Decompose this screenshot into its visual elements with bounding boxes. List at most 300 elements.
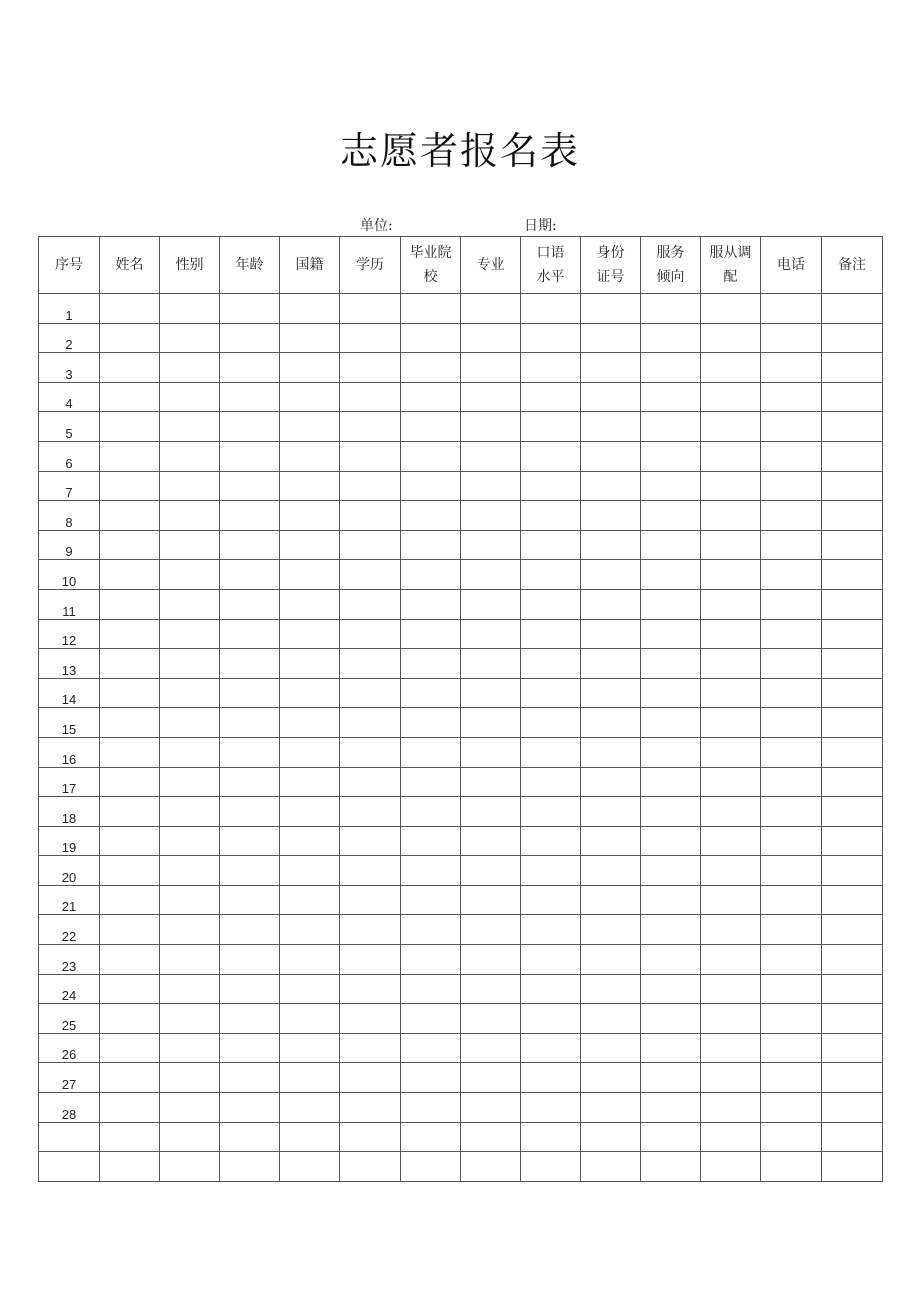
entry-cell[interactable] — [581, 856, 641, 886]
entry-cell[interactable] — [581, 797, 641, 827]
entry-cell[interactable] — [220, 1063, 280, 1093]
entry-cell[interactable] — [280, 885, 340, 915]
entry-cell[interactable] — [401, 826, 461, 856]
entry-cell[interactable] — [280, 974, 340, 1004]
entry-cell[interactable] — [761, 353, 822, 383]
entry-cell[interactable] — [822, 471, 883, 501]
entry-cell[interactable] — [401, 1093, 461, 1123]
entry-cell[interactable] — [280, 501, 340, 531]
entry-cell[interactable] — [220, 294, 280, 324]
entry-cell[interactable] — [822, 589, 883, 619]
entry-cell[interactable] — [100, 353, 160, 383]
entry-cell[interactable] — [641, 412, 701, 442]
entry-cell[interactable] — [340, 649, 401, 679]
entry-cell[interactable] — [220, 560, 280, 590]
entry-cell[interactable] — [220, 382, 280, 412]
entry-cell[interactable] — [100, 294, 160, 324]
entry-cell[interactable] — [280, 737, 340, 767]
entry-cell[interactable] — [701, 945, 761, 975]
entry-cell[interactable] — [160, 412, 220, 442]
entry-cell[interactable] — [521, 737, 581, 767]
entry-cell[interactable] — [461, 1033, 521, 1063]
entry-cell[interactable] — [401, 915, 461, 945]
entry-cell[interactable] — [641, 915, 701, 945]
entry-cell[interactable] — [822, 885, 883, 915]
entry-cell[interactable] — [160, 1063, 220, 1093]
entry-cell[interactable] — [521, 530, 581, 560]
entry-cell[interactable] — [701, 1152, 761, 1182]
entry-cell[interactable] — [100, 945, 160, 975]
entry-cell[interactable] — [761, 1152, 822, 1182]
entry-cell[interactable] — [521, 323, 581, 353]
entry-cell[interactable] — [401, 560, 461, 590]
entry-cell[interactable] — [701, 1063, 761, 1093]
entry-cell[interactable] — [701, 560, 761, 590]
entry-cell[interactable] — [701, 737, 761, 767]
entry-cell[interactable] — [581, 1152, 641, 1182]
entry-cell[interactable] — [220, 1152, 280, 1182]
entry-cell[interactable] — [822, 412, 883, 442]
entry-cell[interactable] — [701, 1122, 761, 1152]
entry-cell[interactable] — [521, 797, 581, 827]
entry-cell[interactable] — [761, 974, 822, 1004]
entry-cell[interactable] — [160, 589, 220, 619]
entry-cell[interactable] — [160, 619, 220, 649]
entry-cell[interactable] — [160, 560, 220, 590]
entry-cell[interactable] — [100, 737, 160, 767]
entry-cell[interactable] — [822, 1152, 883, 1182]
entry-cell[interactable] — [340, 708, 401, 738]
entry-cell[interactable] — [822, 856, 883, 886]
entry-cell[interactable] — [761, 1122, 822, 1152]
entry-cell[interactable] — [340, 678, 401, 708]
entry-cell[interactable] — [280, 619, 340, 649]
entry-cell[interactable] — [521, 856, 581, 886]
entry-cell[interactable] — [340, 530, 401, 560]
entry-cell[interactable] — [701, 856, 761, 886]
entry-cell[interactable] — [581, 619, 641, 649]
entry-cell[interactable] — [822, 294, 883, 324]
entry-cell[interactable] — [822, 826, 883, 856]
entry-cell[interactable] — [220, 471, 280, 501]
entry-cell[interactable] — [100, 974, 160, 1004]
entry-cell[interactable] — [521, 915, 581, 945]
entry-cell[interactable] — [521, 678, 581, 708]
entry-cell[interactable] — [761, 856, 822, 886]
entry-cell[interactable] — [822, 619, 883, 649]
entry-cell[interactable] — [822, 560, 883, 590]
entry-cell[interactable] — [461, 560, 521, 590]
entry-cell[interactable] — [761, 412, 822, 442]
entry-cell[interactable] — [340, 915, 401, 945]
entry-cell[interactable] — [521, 708, 581, 738]
entry-cell[interactable] — [822, 797, 883, 827]
entry-cell[interactable] — [100, 530, 160, 560]
entry-cell[interactable] — [100, 767, 160, 797]
entry-cell[interactable] — [401, 767, 461, 797]
entry-cell[interactable] — [641, 737, 701, 767]
entry-cell[interactable] — [280, 708, 340, 738]
entry-cell[interactable] — [641, 471, 701, 501]
entry-cell[interactable] — [521, 649, 581, 679]
entry-cell[interactable] — [280, 1004, 340, 1034]
entry-cell[interactable] — [220, 767, 280, 797]
entry-cell[interactable] — [100, 797, 160, 827]
entry-cell[interactable] — [822, 974, 883, 1004]
entry-cell[interactable] — [220, 885, 280, 915]
entry-cell[interactable] — [641, 678, 701, 708]
entry-cell[interactable] — [220, 649, 280, 679]
entry-cell[interactable] — [822, 1063, 883, 1093]
entry-cell[interactable] — [641, 1004, 701, 1034]
entry-cell[interactable] — [340, 1152, 401, 1182]
entry-cell[interactable] — [280, 323, 340, 353]
entry-cell[interactable] — [401, 471, 461, 501]
entry-cell[interactable] — [340, 353, 401, 383]
entry-cell[interactable] — [401, 737, 461, 767]
entry-cell[interactable] — [280, 471, 340, 501]
entry-cell[interactable] — [100, 1093, 160, 1123]
entry-cell[interactable] — [701, 1004, 761, 1034]
entry-cell[interactable] — [701, 412, 761, 442]
entry-cell[interactable] — [100, 1152, 160, 1182]
entry-cell[interactable] — [401, 1152, 461, 1182]
entry-cell[interactable] — [641, 501, 701, 531]
entry-cell[interactable] — [401, 1122, 461, 1152]
entry-cell[interactable] — [280, 441, 340, 471]
entry-cell[interactable] — [521, 1004, 581, 1034]
entry-cell[interactable] — [761, 1004, 822, 1034]
entry-cell[interactable] — [461, 974, 521, 1004]
entry-cell[interactable] — [340, 885, 401, 915]
entry-cell[interactable] — [641, 1122, 701, 1152]
entry-cell[interactable] — [822, 649, 883, 679]
entry-cell[interactable] — [521, 974, 581, 1004]
entry-cell[interactable] — [220, 501, 280, 531]
entry-cell[interactable] — [641, 708, 701, 738]
entry-cell[interactable] — [401, 619, 461, 649]
entry-cell[interactable] — [461, 945, 521, 975]
entry-cell[interactable] — [461, 501, 521, 531]
entry-cell[interactable] — [461, 412, 521, 442]
entry-cell[interactable] — [761, 1063, 822, 1093]
entry-cell[interactable] — [160, 323, 220, 353]
entry-cell[interactable] — [100, 619, 160, 649]
entry-cell[interactable] — [160, 856, 220, 886]
entry-cell[interactable] — [160, 797, 220, 827]
entry-cell[interactable] — [461, 353, 521, 383]
entry-cell[interactable] — [220, 412, 280, 442]
entry-cell[interactable] — [461, 649, 521, 679]
entry-cell[interactable] — [220, 1122, 280, 1152]
entry-cell[interactable] — [521, 826, 581, 856]
entry-cell[interactable] — [280, 1063, 340, 1093]
entry-cell[interactable] — [160, 826, 220, 856]
entry-cell[interactable] — [340, 767, 401, 797]
entry-cell[interactable] — [701, 1093, 761, 1123]
entry-cell[interactable] — [641, 353, 701, 383]
entry-cell[interactable] — [581, 708, 641, 738]
entry-cell[interactable] — [220, 945, 280, 975]
entry-cell[interactable] — [160, 945, 220, 975]
entry-cell[interactable] — [100, 501, 160, 531]
entry-cell[interactable] — [160, 678, 220, 708]
entry-cell[interactable] — [641, 441, 701, 471]
entry-cell[interactable] — [340, 323, 401, 353]
entry-cell[interactable] — [100, 382, 160, 412]
entry-cell[interactable] — [100, 915, 160, 945]
entry-cell[interactable] — [160, 471, 220, 501]
entry-cell[interactable] — [581, 737, 641, 767]
entry-cell[interactable] — [280, 382, 340, 412]
entry-cell[interactable] — [280, 1122, 340, 1152]
entry-cell[interactable] — [641, 649, 701, 679]
entry-cell[interactable] — [701, 797, 761, 827]
entry-cell[interactable] — [160, 1004, 220, 1034]
entry-cell[interactable] — [701, 589, 761, 619]
entry-cell[interactable] — [461, 441, 521, 471]
entry-cell[interactable] — [280, 945, 340, 975]
entry-cell[interactable] — [761, 589, 822, 619]
entry-cell[interactable] — [401, 382, 461, 412]
entry-cell[interactable] — [340, 441, 401, 471]
entry-cell[interactable] — [822, 382, 883, 412]
entry-cell[interactable] — [461, 1063, 521, 1093]
entry-cell[interactable] — [220, 826, 280, 856]
entry-cell[interactable] — [701, 619, 761, 649]
entry-cell[interactable] — [701, 323, 761, 353]
entry-cell[interactable] — [100, 649, 160, 679]
entry-cell[interactable] — [280, 678, 340, 708]
entry-cell[interactable] — [401, 945, 461, 975]
entry-cell[interactable] — [641, 1063, 701, 1093]
entry-cell[interactable] — [641, 856, 701, 886]
entry-cell[interactable] — [340, 589, 401, 619]
entry-cell[interactable] — [521, 382, 581, 412]
entry-cell[interactable] — [280, 1152, 340, 1182]
entry-cell[interactable] — [701, 678, 761, 708]
entry-cell[interactable] — [160, 708, 220, 738]
entry-cell[interactable] — [822, 767, 883, 797]
entry-cell[interactable] — [761, 294, 822, 324]
entry-cell[interactable] — [461, 1093, 521, 1123]
entry-cell[interactable] — [521, 945, 581, 975]
entry-cell[interactable] — [160, 915, 220, 945]
entry-cell[interactable] — [461, 737, 521, 767]
entry-cell[interactable] — [160, 767, 220, 797]
entry-cell[interactable] — [160, 353, 220, 383]
entry-cell[interactable] — [581, 1033, 641, 1063]
entry-cell[interactable] — [581, 530, 641, 560]
entry-cell[interactable] — [461, 708, 521, 738]
entry-cell[interactable] — [761, 382, 822, 412]
entry-cell[interactable] — [401, 797, 461, 827]
entry-cell[interactable] — [581, 767, 641, 797]
entry-cell[interactable] — [220, 856, 280, 886]
entry-cell[interactable] — [701, 826, 761, 856]
entry-cell[interactable] — [160, 885, 220, 915]
entry-cell[interactable] — [761, 323, 822, 353]
entry-cell[interactable] — [521, 1152, 581, 1182]
entry-cell[interactable] — [701, 915, 761, 945]
entry-cell[interactable] — [701, 649, 761, 679]
entry-cell[interactable] — [280, 589, 340, 619]
entry-cell[interactable] — [822, 1004, 883, 1034]
entry-cell[interactable] — [340, 856, 401, 886]
entry-cell[interactable] — [701, 441, 761, 471]
entry-cell[interactable] — [581, 1004, 641, 1034]
entry-cell[interactable] — [401, 885, 461, 915]
entry-cell[interactable] — [521, 767, 581, 797]
entry-cell[interactable] — [100, 1063, 160, 1093]
entry-cell[interactable] — [340, 382, 401, 412]
entry-cell[interactable] — [220, 619, 280, 649]
entry-cell[interactable] — [581, 412, 641, 442]
entry-cell[interactable] — [401, 441, 461, 471]
entry-cell[interactable] — [761, 915, 822, 945]
entry-cell[interactable] — [822, 323, 883, 353]
entry-cell[interactable] — [581, 294, 641, 324]
entry-cell[interactable] — [160, 1152, 220, 1182]
entry-cell[interactable] — [581, 353, 641, 383]
entry-cell[interactable] — [822, 915, 883, 945]
entry-cell[interactable] — [641, 826, 701, 856]
entry-cell[interactable] — [100, 1004, 160, 1034]
entry-cell[interactable] — [401, 323, 461, 353]
entry-cell[interactable] — [461, 915, 521, 945]
entry-cell[interactable] — [280, 915, 340, 945]
entry-cell[interactable] — [641, 589, 701, 619]
entry-cell[interactable] — [100, 560, 160, 590]
entry-cell[interactable] — [100, 678, 160, 708]
entry-cell[interactable] — [641, 974, 701, 1004]
entry-cell[interactable] — [581, 826, 641, 856]
entry-cell[interactable] — [761, 1093, 822, 1123]
entry-cell[interactable] — [340, 619, 401, 649]
entry-cell[interactable] — [641, 1033, 701, 1063]
entry-cell[interactable] — [100, 826, 160, 856]
entry-cell[interactable] — [461, 589, 521, 619]
entry-cell[interactable] — [220, 678, 280, 708]
entry-cell[interactable] — [401, 412, 461, 442]
entry-cell[interactable] — [581, 885, 641, 915]
entry-cell[interactable] — [160, 530, 220, 560]
entry-cell[interactable] — [280, 530, 340, 560]
entry-cell[interactable] — [641, 797, 701, 827]
entry-cell[interactable] — [761, 619, 822, 649]
entry-cell[interactable] — [641, 767, 701, 797]
entry-cell[interactable] — [761, 530, 822, 560]
entry-cell[interactable] — [461, 530, 521, 560]
entry-cell[interactable] — [822, 1033, 883, 1063]
entry-cell[interactable] — [701, 382, 761, 412]
entry-cell[interactable] — [581, 441, 641, 471]
entry-cell[interactable] — [641, 323, 701, 353]
entry-cell[interactable] — [761, 708, 822, 738]
entry-cell[interactable] — [641, 560, 701, 590]
entry-cell[interactable] — [521, 560, 581, 590]
entry-cell[interactable] — [340, 1122, 401, 1152]
entry-cell[interactable] — [581, 589, 641, 619]
entry-cell[interactable] — [822, 708, 883, 738]
entry-cell[interactable] — [401, 856, 461, 886]
entry-cell[interactable] — [581, 974, 641, 1004]
entry-cell[interactable] — [280, 412, 340, 442]
entry-cell[interactable] — [521, 589, 581, 619]
entry-cell[interactable] — [401, 353, 461, 383]
entry-cell[interactable] — [761, 945, 822, 975]
entry-cell[interactable] — [581, 1122, 641, 1152]
entry-cell[interactable] — [160, 737, 220, 767]
entry-cell[interactable] — [761, 1033, 822, 1063]
entry-cell[interactable] — [340, 1063, 401, 1093]
entry-cell[interactable] — [340, 1093, 401, 1123]
entry-cell[interactable] — [822, 1122, 883, 1152]
entry-cell[interactable] — [280, 294, 340, 324]
entry-cell[interactable] — [100, 1033, 160, 1063]
entry-cell[interactable] — [160, 441, 220, 471]
entry-cell[interactable] — [461, 382, 521, 412]
entry-cell[interactable] — [641, 885, 701, 915]
entry-cell[interactable] — [401, 678, 461, 708]
entry-cell[interactable] — [822, 501, 883, 531]
entry-cell[interactable] — [160, 382, 220, 412]
entry-cell[interactable] — [521, 501, 581, 531]
entry-cell[interactable] — [581, 1093, 641, 1123]
entry-cell[interactable] — [340, 560, 401, 590]
entry-cell[interactable] — [280, 826, 340, 856]
entry-cell[interactable] — [220, 530, 280, 560]
entry-cell[interactable] — [701, 708, 761, 738]
entry-cell[interactable] — [220, 353, 280, 383]
entry-cell[interactable] — [340, 826, 401, 856]
entry-cell[interactable] — [340, 1033, 401, 1063]
entry-cell[interactable] — [822, 441, 883, 471]
entry-cell[interactable] — [280, 1033, 340, 1063]
entry-cell[interactable] — [761, 441, 822, 471]
entry-cell[interactable] — [521, 471, 581, 501]
entry-cell[interactable] — [401, 501, 461, 531]
entry-cell[interactable] — [100, 1122, 160, 1152]
entry-cell[interactable] — [220, 441, 280, 471]
entry-cell[interactable] — [761, 471, 822, 501]
entry-cell[interactable] — [761, 678, 822, 708]
entry-cell[interactable] — [581, 678, 641, 708]
entry-cell[interactable] — [581, 501, 641, 531]
entry-cell[interactable] — [160, 1122, 220, 1152]
entry-cell[interactable] — [160, 501, 220, 531]
entry-cell[interactable] — [822, 678, 883, 708]
entry-cell[interactable] — [701, 974, 761, 1004]
entry-cell[interactable] — [521, 1122, 581, 1152]
entry-cell[interactable] — [340, 501, 401, 531]
entry-cell[interactable] — [822, 353, 883, 383]
entry-cell[interactable] — [220, 797, 280, 827]
entry-cell[interactable] — [340, 1004, 401, 1034]
entry-cell[interactable] — [581, 945, 641, 975]
entry-cell[interactable] — [761, 737, 822, 767]
entry-cell[interactable] — [461, 826, 521, 856]
entry-cell[interactable] — [401, 1063, 461, 1093]
entry-cell[interactable] — [280, 797, 340, 827]
entry-cell[interactable] — [701, 885, 761, 915]
entry-cell[interactable] — [521, 441, 581, 471]
entry-cell[interactable] — [220, 737, 280, 767]
entry-cell[interactable] — [461, 678, 521, 708]
entry-cell[interactable] — [220, 974, 280, 1004]
entry-cell[interactable] — [280, 856, 340, 886]
entry-cell[interactable] — [160, 649, 220, 679]
